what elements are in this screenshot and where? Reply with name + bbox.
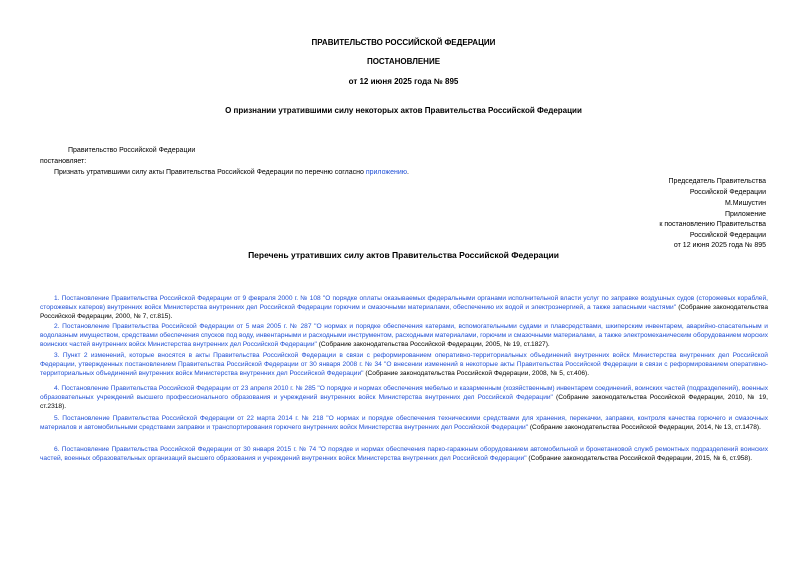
document-date-number: от 12 июня 2025 года № 895 — [348, 77, 459, 86]
list-item — [40, 414, 768, 432]
document-type: ПОСТАНОВЛЕНИЕ — [366, 57, 441, 66]
list-item — [40, 445, 768, 463]
appendix-line-2: Российской Федерации — [689, 232, 766, 239]
list-item-source: (Собрание законодательства Российской Федерации, 2000, № 7, ст.815). — [40, 304, 768, 321]
list-item-link[interactable]: 1. Постановление Правительства Российской Федерации от 9 февраля 2000 г. № 108 "О порядке оплаты оказываемых федеральными органами исполнительной власти услуг по заправке воздушных судов (сторожевых кораблей, сторожевых катеров) внутренних войск Министерства внутренних дел Российской Федерации горючим и смазочными материалами, обеспечению их водой и электроэнергией, а также запасными частями" — [40, 295, 768, 312]
government-line: Правительство Российской Федерации — [68, 147, 196, 154]
appendix-line-1: к постановлению Правительства — [659, 221, 766, 228]
document-title: О признании утратившими силу некоторых актов Правительства Российской Федерации — [225, 106, 582, 115]
list-item-source: (Собрание законодательства Российской Федерации, 2010, № 19, ст.2318). — [40, 394, 768, 411]
signature-position-2: Российской Федерации — [689, 189, 766, 196]
appendix-date-number: от 12 июня 2025 года № 895 — [673, 242, 766, 249]
list-title: Перечень утративших силу актов Правительства Российской Федерации — [248, 250, 559, 260]
government-heading: ПРАВИТЕЛЬСТВО РОССИЙСКОЙ ФЕДЕРАЦИИ — [311, 38, 496, 47]
decision-text: Признать утратившими силу акты Правительства Российской Федерации по перечню согласно — [54, 169, 364, 176]
appendix-label: Приложение — [724, 211, 766, 218]
list-item-source: (Собрание законодательства Российской Федерации, 2005, № 19, ст.1827). — [316, 341, 550, 349]
list-item — [40, 322, 768, 349]
list-item — [40, 351, 768, 378]
list-item-link[interactable]: 4. Постановление Правительства Российской Федерации от 23 апреля 2010 г. № 285 "О порядке и нормах обеспечения мебелью и казарменным (хозяйственным) инвентарем соединений, воинских частей (подразделений), военных образовательных учреждений высшего профессионального образования и учреждений внутренних войск Министерства внутренних дел Российской Федерации" — [40, 385, 768, 402]
list-item-link[interactable]: 6. Постановление Правительства Российской Федерации от 30 января 2015 г. № 74 "О порядке и нормах обеспечения парко-гаражным оборудованием автомобильной и бронетанковой служб ремонтных подразделений воинских частей, военных образовательных организаций высшего образования и учреждений внутренних войск Министерства внутренних дел Российской Федерации" — [40, 446, 768, 463]
list-item-source: (Собрание законодательства Российской Федерации, 2015, № 6, ст.958). — [526, 455, 753, 463]
decision-paragraph — [54, 168, 409, 177]
list-item-link[interactable]: 5. Постановление Правительства Российской Федерации от 22 марта 2014 г. № 218 "О нормах и порядке обеспечения техническими средствами для хранения, перекачки, заправки, контроля качества горючего и смазочных материалов и автомобильными средствами заправки и транспортирования горючего внутренних войск Министерства внутренних дел Российской Федерации" — [40, 415, 768, 432]
decrees-line: постановляет: — [40, 158, 87, 165]
list-item-source: (Собрание законодательства Российской Федерации, 2008, № 5, ст.406). — [363, 370, 590, 378]
list-item-source: (Собрание законодательства Российской Федерации, 2014, № 13, ст.1478). — [528, 424, 761, 432]
appendix-link[interactable]: приложению — [365, 169, 408, 176]
signature-name: М.Мишустин — [724, 200, 766, 207]
list-item — [40, 294, 768, 321]
decision-end: . — [407, 169, 409, 176]
signature-position-1: Председатель Правительства — [668, 178, 766, 185]
list-item — [40, 384, 768, 411]
list-item-link[interactable]: 3. Пункт 2 изменений, которые вносятся в акты Правительства Российской Федерации в связи с реформированием оперативно-территориальных объединений внутренних войск Министерства внутренних дел Российской Федерации, утвержденных постановлением Правительства Российской Федерации от 30 января 2008 г. № 34 "О внесении изменений в некоторые акты Правительства Российской Федерации в связи с реформированием оперативно-территориальных объединений внутренних войск Министерства внутренних дел Российской Федерации" — [40, 352, 768, 378]
list-item-link[interactable]: 2. Постановление Правительства Российской Федерации от 5 мая 2005 г. № 287 "О нормах и порядке обеспечения катерами, вспомогательными судами и плавсредствами, шкиперским инвентарем, аварийно-спасательным и водолазным имуществом, средствами обеспечения спусков под воду, инвентарными и расходными инструментом, расходными материалами, горючим и смазочными материалами, а также электромеханическим оборудованием морских воинских частей внутренних войск Министерства внутренних дел Российской Федерации" — [40, 323, 768, 349]
